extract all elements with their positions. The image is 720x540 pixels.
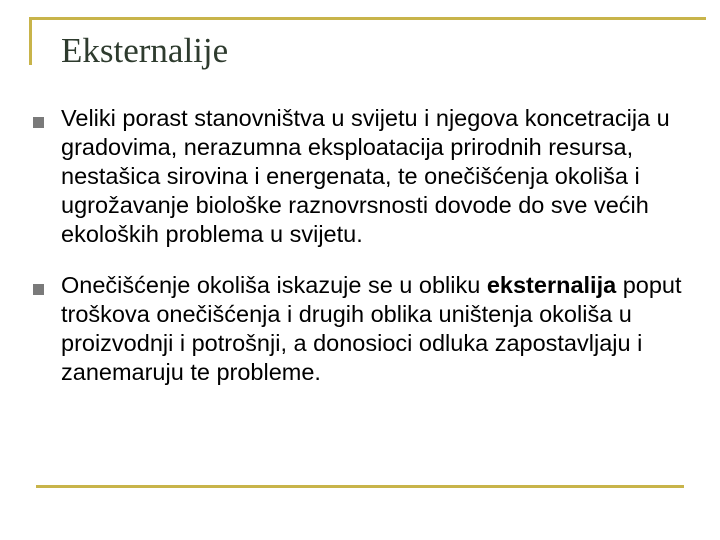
slide-title: Eksternalije [61, 31, 229, 70]
bullet-item-2 [28, 271, 688, 387]
bullet-list [28, 104, 688, 409]
bullet-item-1 [28, 104, 688, 249]
square-bullet-icon [33, 117, 44, 128]
bullet-text-2-bold: eksternalija [486, 272, 617, 298]
top-left-vertical-rule [29, 17, 32, 65]
bullet-text-2-before: Onečišćenje okoliša iskazuje se u obliku [61, 272, 487, 298]
square-bullet-icon [33, 284, 44, 295]
bullet-text-2-after: poput troškova onečišćenja i drugih oblika uništenja okoliša u proizvodnji i potrošnji, a donosioci odluka zapostavljaju i zanemaruju te probleme. [61, 272, 682, 385]
bottom-horizontal-rule [36, 485, 684, 488]
bullet-text-1: Veliki porast stanovništva u svijetu i njegova koncetracija u gradovima, nerazumna eksploatacija prirodnih resursa, nestašica sirovina i energenata, te onečišćenja okoliša i ugrožavanje biološke raznovrsnosti dovode do sve većih ekoloških problema u svijetu. [61, 105, 670, 247]
bullet-text-2 [61, 271, 688, 387]
top-horizontal-rule [29, 17, 706, 20]
